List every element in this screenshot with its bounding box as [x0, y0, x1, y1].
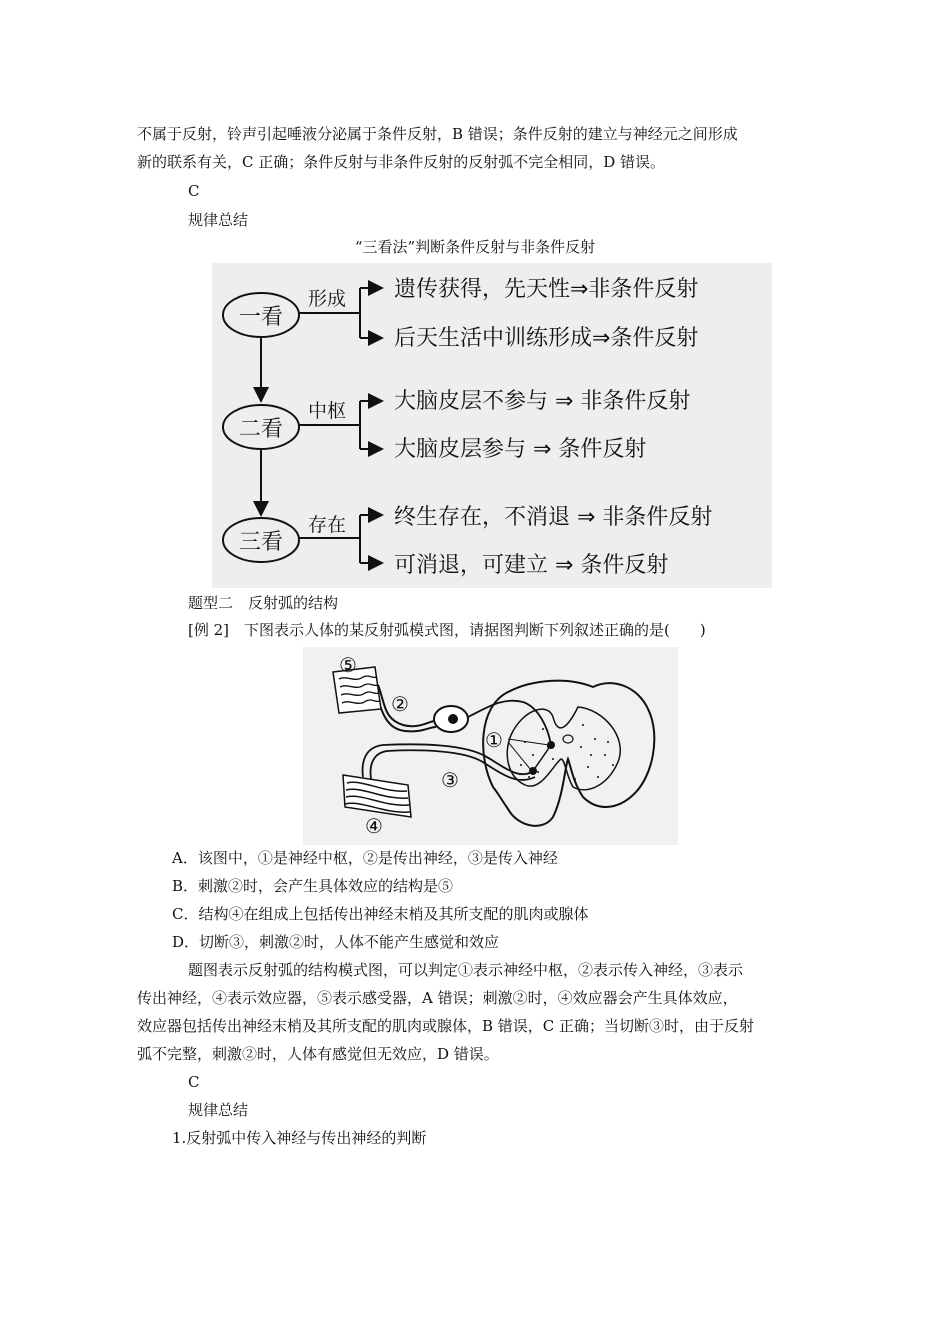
label-1: ① — [485, 728, 503, 752]
summary-heading: 规律总结 — [188, 211, 249, 229]
explanation-line: 传出神经，④表示效应器，⑤表示感受器，A 错误；刺激②时，④效应器会产生具体效应， — [137, 989, 738, 1007]
answer-label: C — [188, 1073, 200, 1091]
option-b: B．刺激②时，会产生具体效应的结构是⑤ — [172, 877, 454, 895]
branch-label: 存在 — [308, 514, 347, 536]
result-text: 大脑皮层不参与 ⇒ 非条件反射 — [394, 389, 691, 414]
step-label: 三看 — [238, 530, 284, 555]
result-text: 终生存在，不消退 ⇒ 非条件反射 — [394, 505, 713, 530]
paragraph-line: 新的联系有关，C 正确；条件反射与非条件反射的反射弧不完全相同，D 错误。 — [137, 153, 666, 171]
label-4: ④ — [365, 814, 383, 838]
result-text: 后天生活中训练形成⇒条件反射 — [394, 326, 699, 351]
section-title: 题型二 反射弧的结构 — [188, 594, 339, 612]
spinal-cord — [483, 681, 654, 826]
explanation-line: 弧不完整，刺激②时，人体有感觉但无效应，D 错误。 — [137, 1045, 499, 1063]
method-title: “三看法”判断条件反射与非条件反射 — [354, 238, 596, 256]
summary-item: 1.反射弧中传入神经与传出神经的判断 — [172, 1129, 427, 1147]
step-label: 一看 — [238, 305, 284, 330]
label-3: ③ — [441, 768, 459, 792]
example-question: [例 2] 下图表示人体的某反射弧模式图，请据图判断下列叙述正确的是( ) — [188, 621, 706, 639]
paragraph-line: 不属于反射，铃声引起唾液分泌属于条件反射，B 错误；条件反射的建立与神经元之间形成 — [137, 125, 738, 143]
answer-label: C — [188, 182, 200, 200]
branch-label: 形成 — [308, 288, 347, 310]
option-a: A．该图中，①是神经中枢，②是传出神经，③是传入神经 — [172, 849, 558, 867]
option-d: D．切断③，刺激②时，人体不能产生感觉和效应 — [172, 933, 500, 951]
result-text: 大脑皮层参与 ⇒ 条件反射 — [394, 437, 647, 462]
label-5: ⑤ — [339, 653, 357, 677]
effector — [343, 775, 411, 817]
three-look-diagram — [212, 263, 772, 588]
label-2: ② — [391, 692, 409, 716]
step-label: 二看 — [238, 417, 284, 442]
summary-heading: 规律总结 — [188, 1101, 249, 1119]
result-text: 可消退，可建立 ⇒ 条件反射 — [394, 553, 669, 578]
explanation-line: 题图表示反射弧的结构模式图，可以判定①表示神经中枢，②表示传入神经，③表示 — [188, 961, 744, 979]
reflex-arc-diagram — [303, 647, 678, 845]
result-text: 遗传获得，先天性⇒非条件反射 — [394, 277, 699, 302]
explanation-line: 效应器包括传出神经末梢及其所支配的肌肉或腺体，B 错误，C 正确；当切断③时，由于反射 — [137, 1017, 755, 1035]
option-c: C．结构④在组成上包括传出神经末梢及其所支配的肌肉或腺体 — [172, 905, 589, 923]
branch-label: 中枢 — [308, 400, 347, 422]
